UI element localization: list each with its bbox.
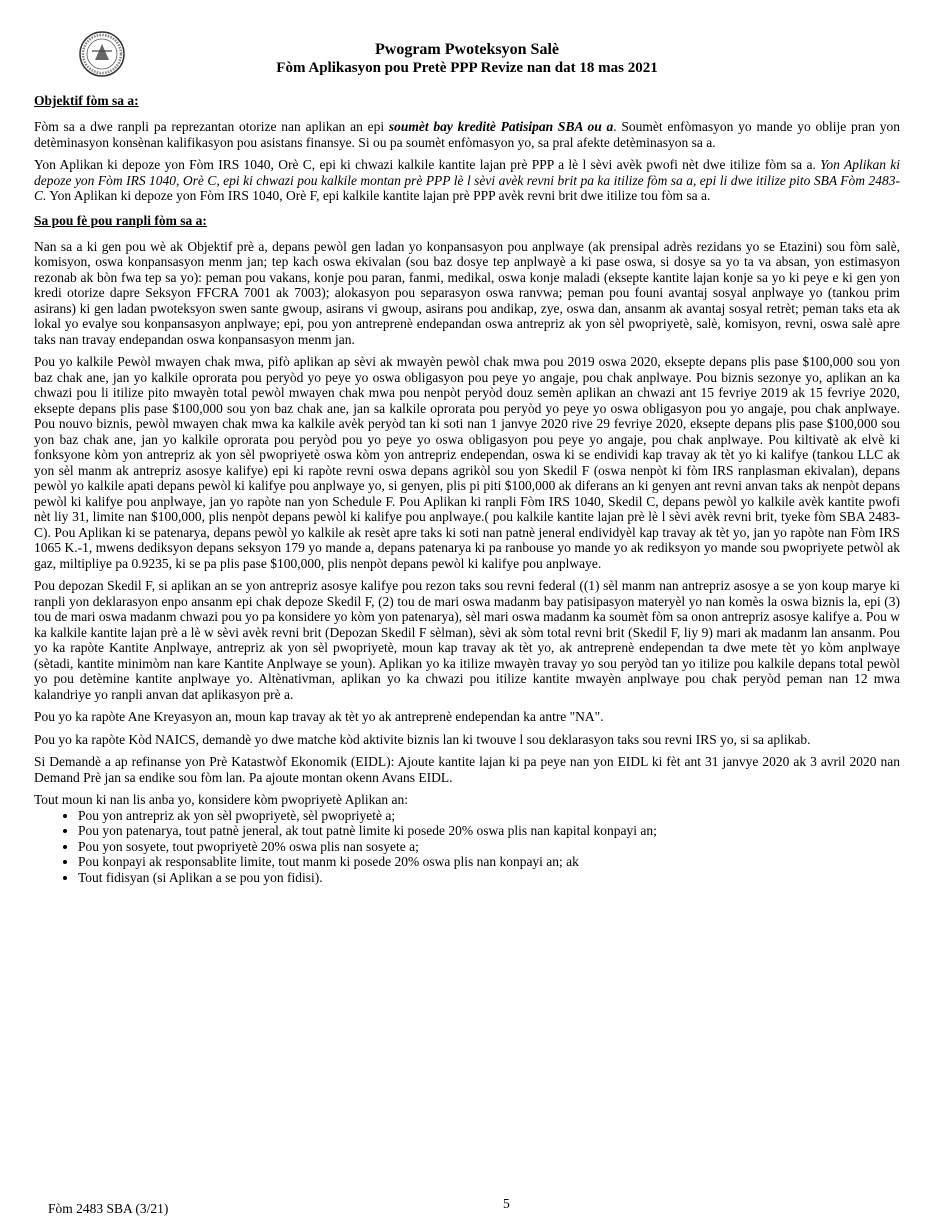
program-title: Pwogram Pwoteksyon Salè: [375, 41, 559, 58]
paragraph-year-established: Pou yo ka rapòte Ane Kreyasyon an, moun kap travay ak tèt yo ak antreprenè endependan ka antre "NA".: [34, 709, 604, 724]
paragraph-average-payroll: Pou yo kalkile Pewòl mwayen chak mwa, pifò aplikan ap sèvi ak mwayèn pewòl chak mwa pou 2019 oswa 2020, eksepte depans plis pase $100,000 sou yon baz chak ane, jan yo kalkile oprorata pou peryòd yo peye yo oswa obligasyon pou peye yo angaje, pou chak anplwaye. Pou biznis sezonye yo, aplikan an ka chwazi pou li itilize pito mwayèn total pewòl mwayen chak mwa pou nenpòt peryòd douz semèn aplikan an chwazi ant 15 fevriye 2019 ak 15 fevriye 2020, eksepte depans plis pase $100,000 sou yon baz chak ane, jan sa kalkile oprorata pou peryòd yo peye yo oswa obligasyon pou yo angaje, pou chak anplwaye. Pou nouvo biznis, pewòl mwayen chak mwa ka kalkile avèk peryòd tan ki soti nan 1 janvye 2020 rive 29 fevriye 2020, eksepte depans plis pase $100,000 sou yon baz chak ane, jan yo kalkile oprorata pou peryòd pou yo peye yo oswa obligasyon pou peye yo angaje, pou chak anplwaye. Pou kiltivatè ak elvè ki fonksyone kòm yon antrepriz ak yon sèl pwopriyetè oswa kòm yon antrepriz endependan, oswa ki se endividi kap travay ak tèt yo ki kalifye (tankou LLC ak yon sèl manm ak antrepriz asosye kalifye) epi ki rapòte revni oswa depans agrikòl sou yon Skedil F (oswa nenpòt ki fòm IRS ranplasman ekivalan), depans pewòl yo kalkile apati depans pewòl ki kalifye pou anplwaye yo, si genyen, plis pi piti $100,000 ak diferans an ki genyen ant revni anvan taks ak nenpòt depans pewòl ki kalifye pou anplwaye, jan yo rapòte nan yon Schedule F. Pou Aplikan ki ranpli Fòm IRS 1040, Skedil C, depans pewòl yo kalkile avèk kantite pwofi nèt liy 31, limite nan $100,000, plis nenpòt depans pewòl ki kalifye pou anplwaye.( pou kalkile kantite lajan prè lè l sèvi avèk revni brit, tyeke fòm SBA 2483-C). Pou Aplikan ki se patenarya, depans pewòl yo kalkile ak resèt apre taks ki soti nan patnè jeneral endividyèl kap travay ak tèt yo, jan yo rapòte nan Fòm IRS 1065 K.-1, mwens dediksyon depans seksyon 179 yo mande a, depans patenarya ki pa ranbouse yo mande yo ak rediksyon yo mande sou pwopriyete petwòl ak gaz, miltipliye pa 0.9235, ki se pa plis pase $100,000, plis nenpòt depans pewòl ki kalifye pou anplwaye.: [34, 354, 900, 571]
paragraph-owners-intro: Tout moun ki nan lis anba yo, konsidere kòm pwopriyetè Aplikan an:: [34, 792, 408, 807]
objective-heading: Objektif fòm sa a:: [34, 93, 139, 108]
page-number: 5: [503, 1196, 510, 1211]
list-item: • Pou yon patenarya, tout patnè jeneral, ak tout patnè limite ki posede 20% oswa plis nan kapital konpayi an;: [78, 823, 900, 839]
list-item: • Pou konpayi ak responsablite limite, tout manm ki posede 20% oswa plis nan konpayi an; ak: [78, 854, 900, 870]
paragraph-purpose: Fòm sa a dwe ranpli pa reprezantan otorize nan aplikan an epi soumèt bay kreditè Patisipan SBA ou a. Soumèt enfòmasyon yo mande yo oblije pran yon detèminasyon konsènan kalifikasyon pou asistans finansye. Si ou pa soumèt enfòmasyon yo, sa pral afekte detèminasyon sa a.: [34, 119, 901, 150]
paragraph-naics: Pou yo ka rapòte Kòd NAICS, demandè yo dwe matche kòd aktivite biznis lan ki twouve l sou deklarasyon taks sou revni IRS yo, si sa aplikab.: [34, 731, 811, 747]
instructions-heading: Sa pou fè pou ranpli fòm sa a:: [34, 212, 207, 228]
paragraph-form-usage: Yon Aplikan ki depoze yon Fòm IRS 1040, Orè C, epi ki chwazi kalkile kantite lajan prè PPP a lè l sèvi avèk pwofi nèt dwe itilize fòm sa a. Yon Aplikan ki depoze yon Fòm IRS 1040, Orè C, epi ki chwazi pou kalkile montan prè PPP lè l sèvi avèk revni brit pa ka itilize fòm sa a, epi li dwe itilize pito SBA Fòm 2483-C. Yon Aplikan ki depoze yon Fòm IRS 1040, Orè F, epi kalkile kantite lajan prè PPP avèk revni brit dwe itilize tou fòm sa a.: [34, 157, 900, 203]
owners-list: [34, 808, 900, 886]
list-item: • Tout fidisyan (si Aplikan a se pou yon fidisi).: [78, 870, 900, 886]
list-item: • Pou yon sosyete, tout pwopriyetè 20% oswa plis nan sosyete a;: [78, 839, 900, 855]
paragraph-schedule-f: Pou depozan Skedil F, si aplikan an se yon antrepriz asosye kalifye pou rezon taks sou revni federal ((1) sèl manm nan antrepriz asosye a se yon koup marye ki ranpli yon deklarasyon enpo ansanm epi chak depoze Skedil F, (2) tou de mari oswa madanm bay patisipasyon materyèl yo nan komès la oswa biznis la, epi (3) tou de mari oswa madanm chwazi pou yo pa konsidere yo kòm yon patenarya), sèl mari oswa madanm ka soumèt fòm sa onon antrepriz asosye kalifye a. Pou w ka kalkile kantite lajan prè a lè w sèvi avèk revni brit (Depozan Skedil F sèlman), sèvi ak sòm total revni brit (Skedil F, liy 9) mari ak madanm lan ansanm. Pou yo ka rapòte Kantite Anplwaye, antrepriz ak yon sèl pwopriyetè, moun kap travay ak tèt yo, ak antreprenè endependan ta dwe mete tèt yo kòm anplwaye (sètadi, kantite minimòm nan kare Kantite Anplwaye se youn). Aplikan yo ka itilize mwayèn travay yo sou peryòd tan yo itilize pou kalkile depans total pewòl yo pou detèmine kantite anplwaye yo. Altènativman, aplikan yo ka chwazi pou itilize kantite mwayèn anplwaye pou chak peryòd peman nan 12 mwa kalandriye yo ranpli anvan dat aplikasyon prè a.: [34, 578, 901, 702]
document-header: [34, 40, 900, 77]
form-identifier: Fòm 2483 SBA (3/21): [48, 1201, 169, 1216]
document-page: [34, 28, 900, 885]
form-subtitle: Fòm Aplikasyon pou Pretè PPP Revize nan dat 18 mas 2021: [276, 60, 658, 76]
paragraph-payroll-costs: Nan sa a ki gen pou wè ak Objektif prè a, depans pewòl gen ladan yo konpansasyon pou anplwaye (ak prensipal adrès rezidans yo se Etazini) sou fòm salè, komisyon, oswa konpansasyon menm jan; tep kach oswa ekivalan (sou baz dosye tep anplwayè a ki pase oswa, si dosye sa yo ta va absan, yon estimasyon rezonab ak bòn fwa tep sa yo): peman pou vakans, konje pou paran, fanmi, medikal, oswa konje maladi (eksepte kantite lajan konje sa yo ki peye e ki gen yon kredi otorize dapre Seksyon FFCRA 7001 ak 7003); alokasyon pou separasyon oswa ranvwa; peman pou founi avantaj sosyal anplwaye yo (tankou prim asirans) ki gen ladan pwoteksyon swen sante gwoup, asirans vi gwoup, asirans pou andikap, zye, oswa dan, ansanm ak avantaj sosyal retrèt; peman taks eta ak lokal yo evalye sou konpansasyon anplwaye; epi, pou yon antreprenè endepandan oswa antrepriz ak yon sèl pwopriyetè, salè, komisyon, revni, oswa salè apre taks nan travay endepandan oswa konpansasyon menm jan.: [34, 238, 900, 347]
list-item: • Pou yon antrepriz ak yon sèl pwopriyetè, sèl pwopriyetè a;: [78, 808, 900, 824]
paragraph-eidl: Si Demandè a ap refinanse yon Prè Katastwòf Ekonomik (EIDL): Ajoute kantite lajan ki pa peye nan yon EIDL ki fèt ant 31 janvye 2020 ak 3 avril 2020 nan Demand Prè jan sa endike sou fòm lan. Pa ajoute montan okenn Avans EIDL.: [34, 754, 900, 785]
